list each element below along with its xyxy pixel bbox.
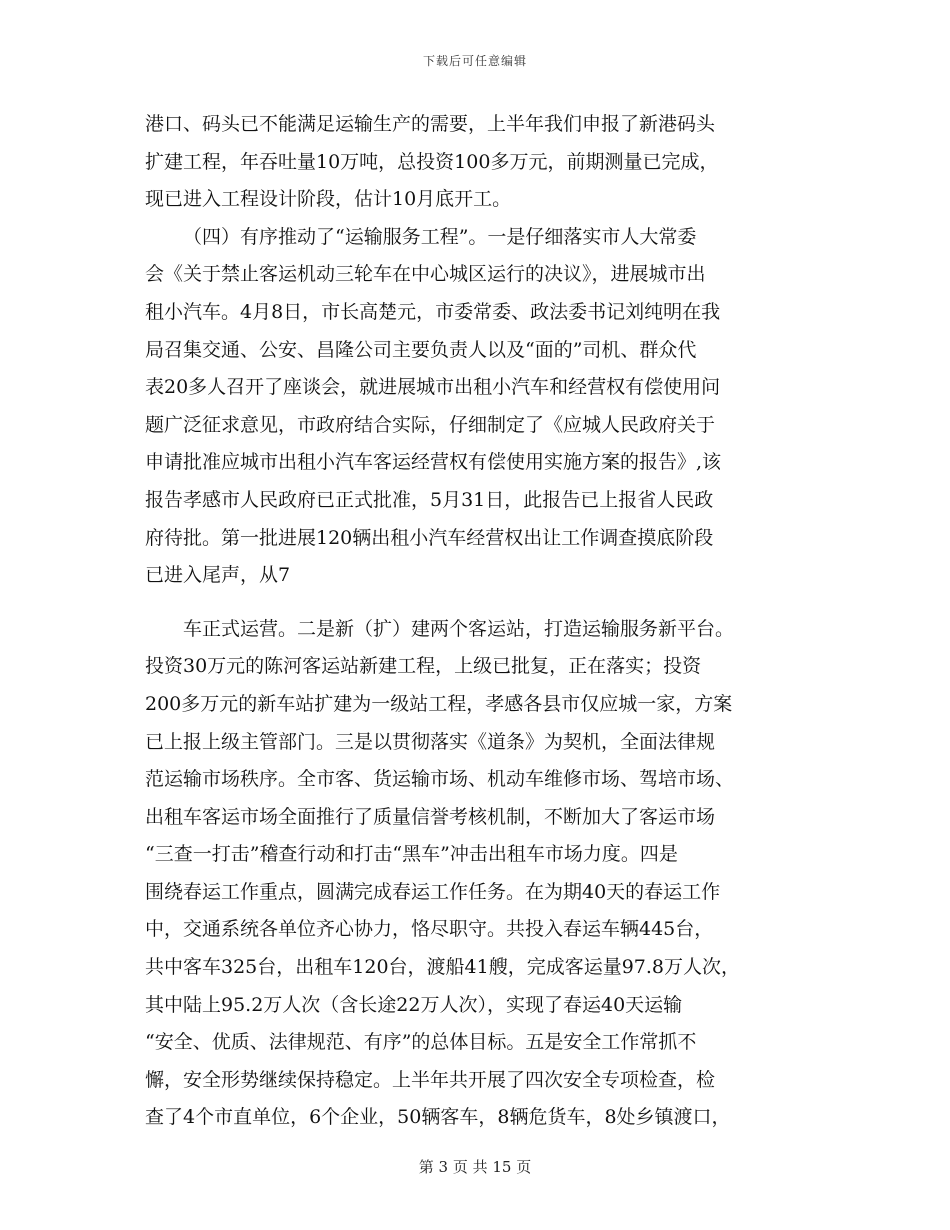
text-line: 租小汽车。4月8日，市长高楚元，市委常委、政法委书记刘纯明在我	[145, 300, 721, 323]
paragraph-1	[145, 106, 825, 219]
text-line: 懈，安全形势继续保持稳定。上半年共开展了四次安全专项检查，检	[145, 1068, 716, 1091]
text-line: 其中陆上95.2万人次（含长途22万人次），实现了春运40天运输	[145, 993, 683, 1016]
page-number-footer: 第 3 页 共 15 页	[418, 1158, 532, 1176]
page-header-note: 下载后可任意编辑	[422, 54, 527, 68]
text-line: 共中客车325台，出租车120台，渡船41艘，完成客运量97.8万人次，	[145, 956, 741, 979]
text-line: “安全、优质、法律规范、有序”的总体目标。五是安全工作常抓不	[145, 1031, 697, 1054]
text-line: 府待批。第一批进展120辆出租小汽车经营权出让工作调查摸底阶段	[145, 526, 714, 549]
text-line: 局召集交通、公安、昌隆公司主要负责人以及“面的”司机、群众代	[145, 338, 697, 361]
text-line: “三查一打击”稽查行动和打击“黑车”冲击出租车市场力度。四是	[145, 843, 678, 866]
text-line: 出租车客运市场全面推行了质量信誉考核机制，不断加大了客运市场	[145, 805, 716, 828]
text-line: 会《关于禁止客运机动三轮车在中心城区运行的决议》，进展城市出	[145, 263, 706, 286]
text-line: 表20多人召开了座谈会，就进展城市出租小汽车和经营权有偿使用问	[145, 376, 721, 399]
text-line: 报告孝感市人民政府已正式批准，5月31日，此报告已上报省人民政	[145, 488, 714, 511]
text-line: （四）有序推动了“运输服务工程”。一是仔细落实市人大常委	[183, 225, 697, 248]
text-line: 申请批准应城市出租小汽车客运经营权有偿使用实施方案的报告》,该	[145, 451, 722, 474]
text-line: 已上报上级主管部门。三是以贯彻落实《道条》为契机，全面法律规	[145, 730, 716, 753]
text-line: 200多万元的新车站扩建为一级站工程，孝感各县市仅应城一家，方案	[145, 692, 733, 715]
text-line: 港口、码头已不能满足运输生产的需要，上半年我们申报了新港码头	[145, 113, 716, 135]
text-line: 扩建工程，年吞吐量10万吨，总投资100多万元，前期测量已完成，	[145, 150, 719, 173]
text-line: 中，交通系统各单位齐心协力，恪尽职守。共投入春运车辆445台，	[145, 918, 714, 941]
paragraph-gap	[145, 595, 825, 611]
text-line: 查了4个市直单位，6个企业，50辆客车，8辆危货车，8处乡镇渡口，	[145, 1106, 731, 1129]
text-line: 现已进入工程设计阶段，估计10月底开工。	[145, 188, 512, 211]
document-body	[145, 106, 825, 1137]
text-line: 车正式运营。二是新（扩）建两个客运站，打造运输服务新平台。	[183, 617, 735, 640]
paragraph-3	[145, 611, 825, 1137]
text-line: 范运输市场秩序。全市客、货运输市场、机动车维修市场、驾培市场、	[145, 768, 735, 791]
text-line: 投资30万元的陈河客运站新建工程，上级已批复，正在落实；投资	[145, 655, 702, 678]
text-line: 题广泛征求意见，市政府结合实际，仔细制定了《应城人民政府关于	[145, 413, 716, 436]
paragraph-2	[145, 219, 825, 595]
text-line: 围绕春运工作重点，圆满完成春运工作任务。在为期40天的春运工作	[145, 880, 721, 903]
text-line: 已进入尾声，从7	[145, 564, 291, 587]
